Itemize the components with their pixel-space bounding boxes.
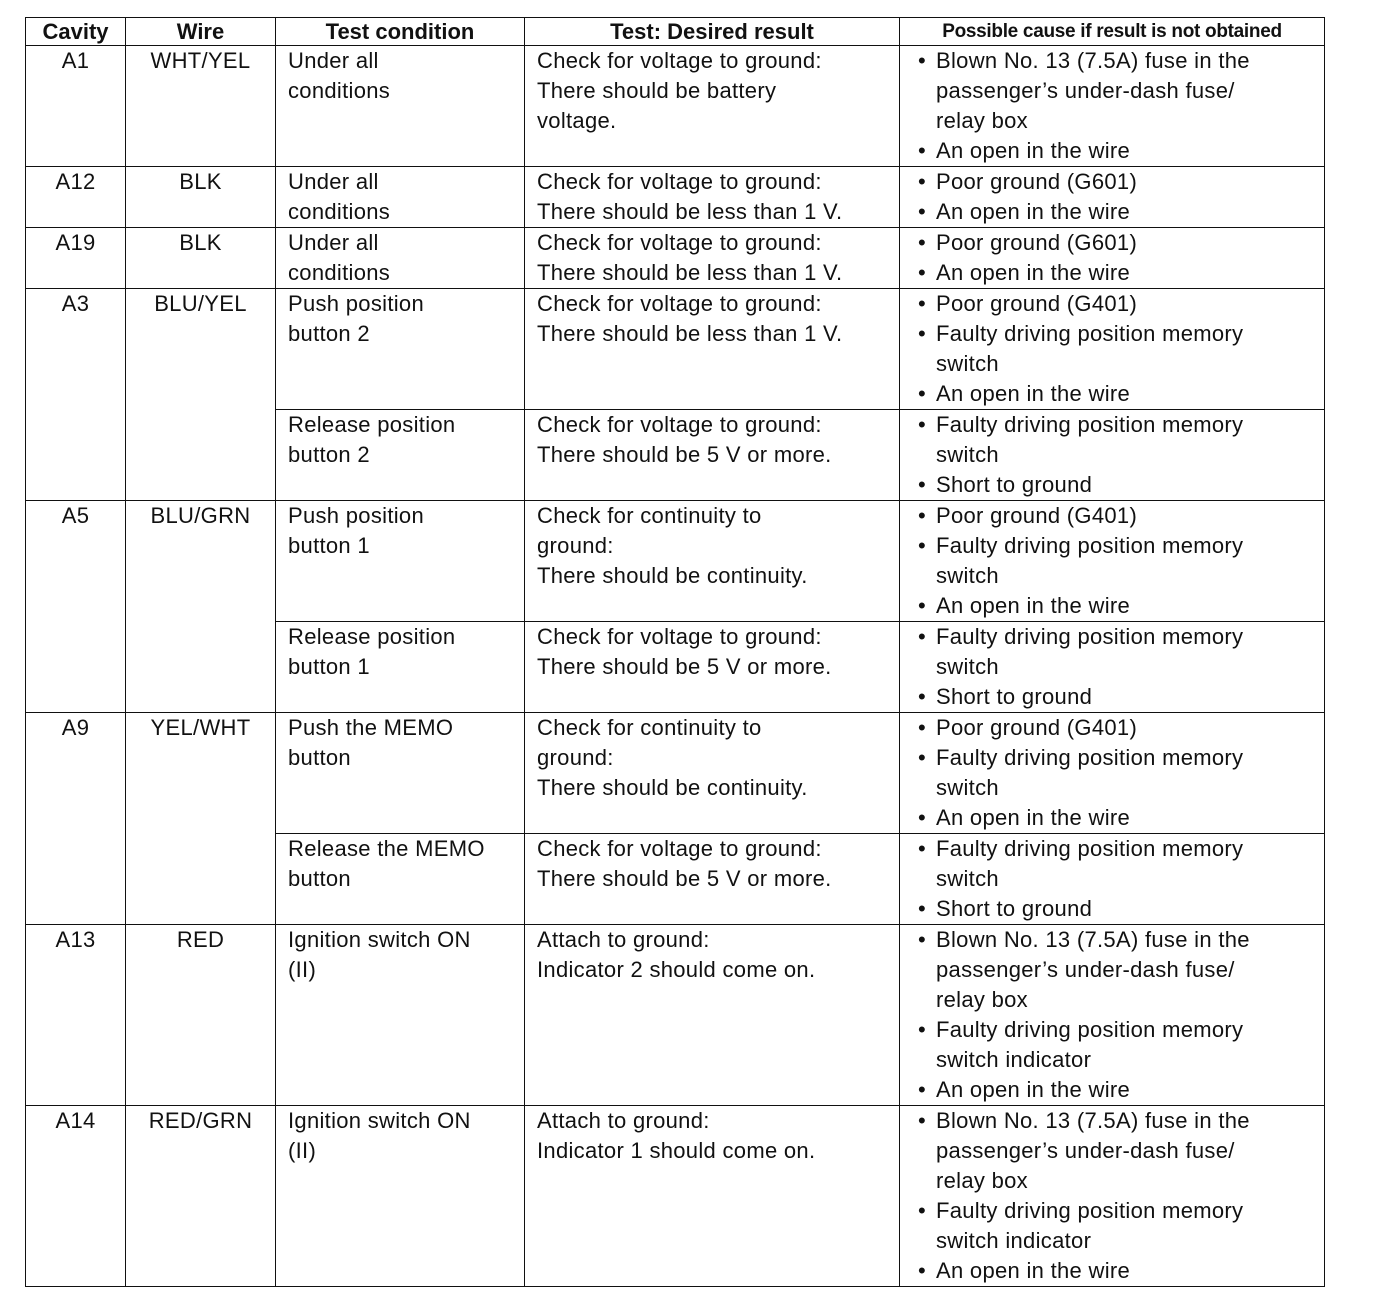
- bullet-icon: •: [917, 1258, 926, 1283]
- bullet-icon: •: [917, 593, 926, 618]
- header-condition: Test condition: [276, 18, 525, 46]
- cause-item: [912, 167, 1324, 197]
- bullet-icon: •: [917, 1198, 926, 1223]
- possible-cause-cell: [900, 622, 1325, 713]
- bullet-icon: •: [917, 169, 926, 194]
- possible-cause-cell: [900, 46, 1325, 167]
- test-condition-cell: Ignition switch ON (II): [276, 1106, 525, 1287]
- bullet-icon: •: [917, 48, 926, 73]
- cause-item: [912, 379, 1324, 409]
- table-row: [26, 713, 1325, 834]
- cavity-cell: A9: [26, 713, 126, 925]
- bullet-icon: •: [917, 321, 926, 346]
- header-row: [26, 18, 1325, 46]
- troubleshooting-table: [25, 17, 1325, 1287]
- cause-item: [912, 531, 1324, 591]
- bullet-icon: •: [917, 684, 926, 709]
- test-condition-cell: Push position button 1: [276, 501, 525, 622]
- cause-text: Faulty driving position memory switch: [936, 836, 1244, 891]
- cause-item: [912, 713, 1324, 743]
- test-condition-cell: Release position button 1: [276, 622, 525, 713]
- bullet-icon: •: [917, 472, 926, 497]
- cause-text: Short to ground: [936, 472, 1093, 497]
- bullet-icon: •: [917, 1077, 926, 1102]
- possible-cause-cell: [900, 1106, 1325, 1287]
- cause-item: [912, 319, 1324, 379]
- test-condition-cell: Release the MEMO button: [276, 834, 525, 925]
- possible-cause-cell: [900, 167, 1325, 228]
- bullet-icon: •: [917, 624, 926, 649]
- cause-text: Blown No. 13 (7.5A) fuse in the passenger’s under-dash fuse/ relay box: [936, 927, 1250, 1012]
- test-condition-cell: Push position button 2: [276, 289, 525, 410]
- cause-text: An open in the wire: [936, 805, 1131, 830]
- cause-item: [912, 258, 1324, 288]
- cause-text: Poor ground (G601): [936, 230, 1138, 255]
- possible-cause-cell: [900, 410, 1325, 501]
- desired-result-cell: Attach to ground: Indicator 1 should come on.: [525, 1106, 900, 1287]
- test-condition-cell: Push the MEMO button: [276, 713, 525, 834]
- cause-item: [912, 501, 1324, 531]
- table-row: [26, 501, 1325, 622]
- wire-cell: RED: [126, 925, 276, 1106]
- test-condition-cell: Ignition switch ON (II): [276, 925, 525, 1106]
- wire-cell: BLU/GRN: [126, 501, 276, 713]
- cause-text: An open in the wire: [936, 1077, 1131, 1102]
- test-condition-cell: Under all conditions: [276, 167, 525, 228]
- bullet-icon: •: [917, 412, 926, 437]
- possible-cause-cell: [900, 289, 1325, 410]
- cause-text: Faulty driving position memory switch indicator: [936, 1017, 1244, 1072]
- desired-result-cell: Check for voltage to ground: There should be 5 V or more.: [525, 834, 900, 925]
- table-row: [26, 46, 1325, 167]
- cause-item: [912, 1075, 1324, 1105]
- cause-text: Poor ground (G401): [936, 291, 1138, 316]
- header-cavity: Cavity: [26, 18, 126, 46]
- possible-cause-cell: [900, 713, 1325, 834]
- cause-item: [912, 1106, 1324, 1196]
- cause-item: [912, 682, 1324, 712]
- table-row: [26, 1106, 1325, 1287]
- cause-text: Faulty driving position memory switch: [936, 412, 1244, 467]
- cause-item: [912, 136, 1324, 166]
- cause-text: An open in the wire: [936, 381, 1131, 406]
- cause-text: Short to ground: [936, 896, 1093, 921]
- cause-item: [912, 1256, 1324, 1286]
- wire-cell: BLU/YEL: [126, 289, 276, 501]
- desired-result-cell: Attach to ground: Indicator 2 should come on.: [525, 925, 900, 1106]
- possible-cause-cell: [900, 834, 1325, 925]
- cavity-cell: A13: [26, 925, 126, 1106]
- cause-item: [912, 228, 1324, 258]
- header-cause: Possible cause if result is not obtained: [900, 18, 1325, 46]
- test-condition-cell: Release position button 2: [276, 410, 525, 501]
- wire-cell: YEL/WHT: [126, 713, 276, 925]
- desired-result-cell: Check for voltage to ground: There should be less than 1 V.: [525, 167, 900, 228]
- cause-item: [912, 803, 1324, 833]
- cause-text: Blown No. 13 (7.5A) fuse in the passenger’s under-dash fuse/ relay box: [936, 1108, 1250, 1193]
- cavity-cell: A14: [26, 1106, 126, 1287]
- bullet-icon: •: [917, 260, 926, 285]
- cause-text: Faulty driving position memory switch indicator: [936, 1198, 1244, 1253]
- bullet-icon: •: [917, 199, 926, 224]
- cause-text: Faulty driving position memory switch: [936, 533, 1244, 588]
- cause-text: Faulty driving position memory switch: [936, 624, 1244, 679]
- desired-result-cell: Check for voltage to ground: There should be less than 1 V.: [525, 289, 900, 410]
- desired-result-cell: Check for voltage to ground: There should be 5 V or more.: [525, 622, 900, 713]
- table-row: [26, 289, 1325, 410]
- bullet-icon: •: [917, 896, 926, 921]
- cause-text: Poor ground (G601): [936, 169, 1138, 194]
- cause-item: [912, 834, 1324, 894]
- wire-cell: BLK: [126, 228, 276, 289]
- bullet-icon: •: [917, 1017, 926, 1042]
- cause-text: An open in the wire: [936, 138, 1131, 163]
- cause-text: An open in the wire: [936, 260, 1131, 285]
- wire-cell: WHT/YEL: [126, 46, 276, 167]
- cause-item: [912, 470, 1324, 500]
- desired-result-cell: Check for voltage to ground: There should be less than 1 V.: [525, 228, 900, 289]
- cause-item: [912, 743, 1324, 803]
- cause-item: [912, 1196, 1324, 1256]
- cause-item: [912, 197, 1324, 227]
- bullet-icon: •: [917, 1108, 926, 1133]
- cause-text: Faulty driving position memory switch: [936, 745, 1244, 800]
- desired-result-cell: Check for continuity to ground: There should be continuity.: [525, 713, 900, 834]
- header-result: Test: Desired result: [525, 18, 900, 46]
- cavity-cell: A3: [26, 289, 126, 501]
- cavity-cell: A12: [26, 167, 126, 228]
- cause-text: Short to ground: [936, 684, 1093, 709]
- cause-text: An open in the wire: [936, 1258, 1131, 1283]
- cause-text: Faulty driving position memory switch: [936, 321, 1244, 376]
- wire-cell: RED/GRN: [126, 1106, 276, 1287]
- possible-cause-cell: [900, 501, 1325, 622]
- bullet-icon: •: [917, 745, 926, 770]
- table-row: [26, 925, 1325, 1106]
- bullet-icon: •: [917, 836, 926, 861]
- cause-item: [912, 894, 1324, 924]
- desired-result-cell: Check for voltage to ground: There should be battery voltage.: [525, 46, 900, 167]
- bullet-icon: •: [917, 138, 926, 163]
- test-condition-cell: Under all conditions: [276, 46, 525, 167]
- bullet-icon: •: [917, 230, 926, 255]
- cause-item: [912, 591, 1324, 621]
- table-row: [26, 228, 1325, 289]
- cavity-cell: A19: [26, 228, 126, 289]
- possible-cause-cell: [900, 925, 1325, 1106]
- bullet-icon: •: [917, 805, 926, 830]
- bullet-icon: •: [917, 503, 926, 528]
- bullet-icon: •: [917, 533, 926, 558]
- table-row: [26, 167, 1325, 228]
- possible-cause-cell: [900, 228, 1325, 289]
- bullet-icon: •: [917, 715, 926, 740]
- cause-item: [912, 622, 1324, 682]
- desired-result-cell: Check for voltage to ground: There should be 5 V or more.: [525, 410, 900, 501]
- bullet-icon: •: [917, 927, 926, 952]
- cavity-cell: A1: [26, 46, 126, 167]
- cause-text: Poor ground (G401): [936, 715, 1138, 740]
- cause-text: Poor ground (G401): [936, 503, 1138, 528]
- cavity-cell: A5: [26, 501, 126, 713]
- cause-item: [912, 289, 1324, 319]
- bullet-icon: •: [917, 381, 926, 406]
- wire-cell: BLK: [126, 167, 276, 228]
- cause-text: An open in the wire: [936, 593, 1131, 618]
- cause-item: [912, 1015, 1324, 1075]
- test-condition-cell: Under all conditions: [276, 228, 525, 289]
- cause-item: [912, 925, 1324, 1015]
- header-wire: Wire: [126, 18, 276, 46]
- desired-result-cell: Check for continuity to ground: There should be continuity.: [525, 501, 900, 622]
- cause-text: Blown No. 13 (7.5A) fuse in the passenger’s under-dash fuse/ relay box: [936, 48, 1250, 133]
- cause-item: [912, 410, 1324, 470]
- cause-item: [912, 46, 1324, 136]
- bullet-icon: •: [917, 291, 926, 316]
- table-body: [26, 46, 1325, 1287]
- cause-text: An open in the wire: [936, 199, 1131, 224]
